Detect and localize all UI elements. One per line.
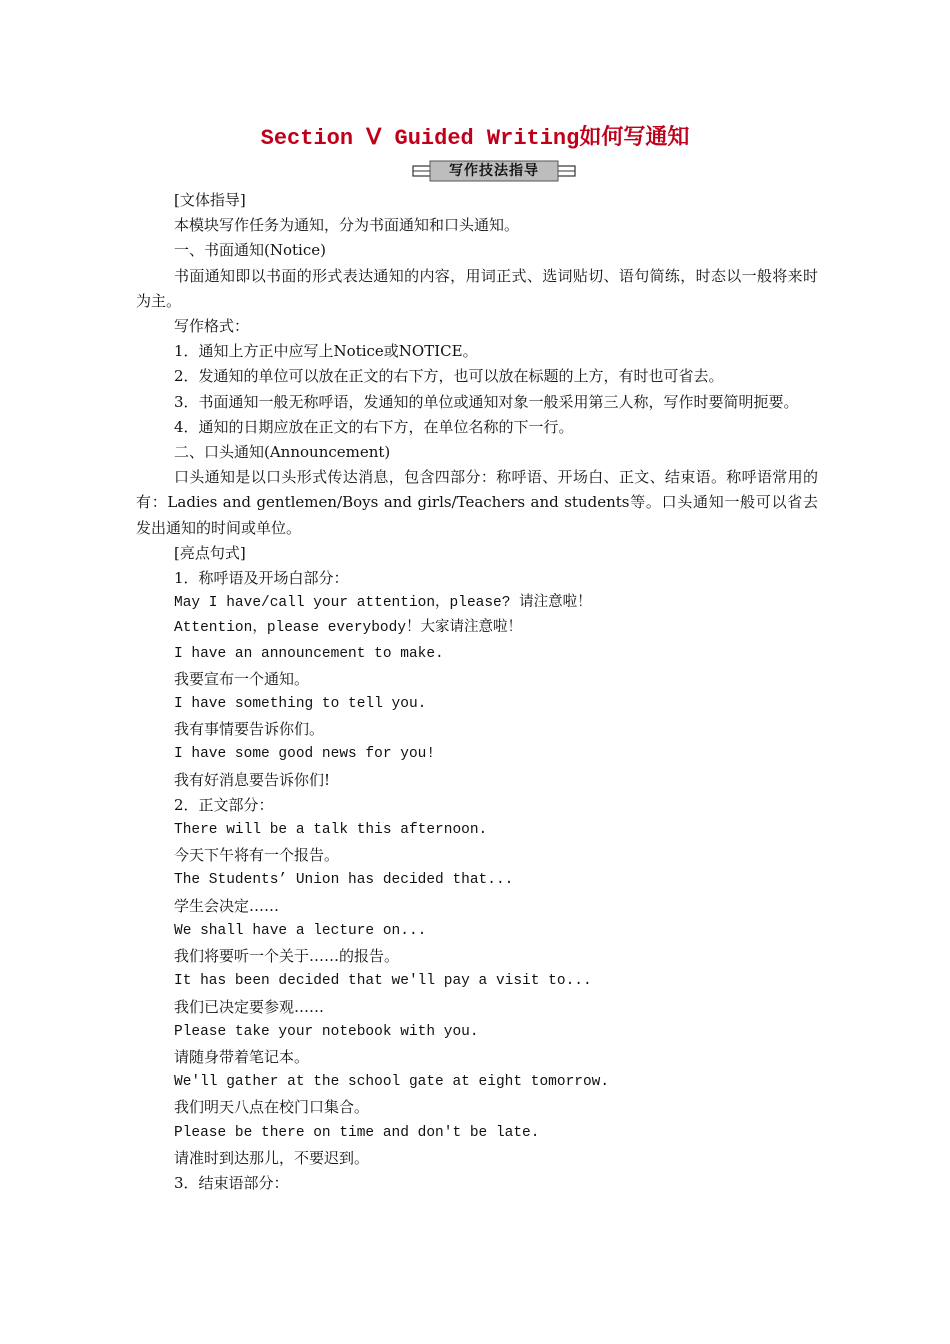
paragraph-line: 1．称呼语及开场白部分： — [174, 569, 349, 588]
paragraph-line: [文体指导] — [174, 191, 246, 209]
paragraph-line: 学生会决定…… — [174, 896, 280, 915]
paragraph-line: 2．正文部分： — [174, 795, 274, 814]
paragraph-line: 二、口头通知(Announcement) — [174, 443, 391, 462]
paragraph-line: 2．发通知的单位可以放在正文的右下方，也可以放在标题的上方，有时也可省去。 — [174, 367, 724, 386]
title-chinese: 如何写通知 — [579, 125, 690, 150]
paragraph-line: May I have/call your attention，please? 请注意啦！ — [174, 595, 592, 612]
paragraph-line: [亮点句式] — [174, 543, 246, 562]
paragraph-line: There will be a talk this afternoon. — [174, 822, 488, 839]
document-body — [136, 188, 818, 1196]
section-banner — [412, 160, 576, 182]
paragraph-line: The Students’ Union has decided that... — [174, 872, 514, 889]
paragraph-line: 1．通知上方正中应写上Notice或NOTICE。 — [174, 342, 478, 361]
paragraph-line: Attention，please everybody！大家请注意啦！ — [174, 620, 523, 637]
paragraph-line: 4．通知的日期应放在正文的右下方，在单位名称的下一行。 — [174, 417, 574, 436]
paragraph-line: 请随身带着笔记本。 — [174, 1047, 310, 1066]
paragraph-line: 写作格式： — [174, 317, 250, 336]
paragraph-line: 我要宣布一个通知。 — [174, 669, 310, 688]
paragraph-line: 书面通知即以书面的形式表达通知的内容，用词正式、选词贴切、语句简练，时态以一般将来时为主。 — [136, 266, 818, 310]
paragraph-line: 我们已决定要参观…… — [174, 997, 325, 1016]
paragraph-line: 今天下午将有一个报告。 — [174, 846, 340, 865]
paragraph-line: 本模块写作任务为通知，分为书面通知和口头通知。 — [174, 216, 520, 235]
paragraph-line: We shall have a lecture on... — [174, 922, 427, 939]
paragraph-line: We'll gather at the school gate at eight tomorrow. — [174, 1074, 610, 1091]
paragraph-line: Please take your notebook with you. — [174, 1023, 479, 1040]
paragraph-line: 请准时到达那儿，不要迟到。 — [174, 1148, 370, 1167]
paragraph-line: Please be there on time and don't be late. — [174, 1124, 540, 1141]
paragraph-line: I have something to tell you. — [174, 696, 427, 713]
page-title — [0, 120, 950, 151]
banner-label: 写作技法指导 — [449, 163, 539, 179]
paragraph-line: 口头通知是以口头形式传达消息，包含四部分：称呼语、开场白、正文、结束语。称呼语常用的有：Ladies and gentlemen/Boys and girls/Teachers and students等。口头通知一般可以省去发出通知的时间或单位。 — [136, 468, 818, 537]
paragraph-line: 我们明天八点在校门口集合。 — [174, 1098, 370, 1117]
paragraph-line: 我们将要听一个关于……的报告。 — [174, 947, 400, 966]
paragraph-line: I have an announcement to make. — [174, 645, 444, 662]
paragraph-line: 3．书面通知一般无称呼语，发通知的单位或通知对象一般采用第三人称，写作时要简明扼要。 — [174, 392, 799, 411]
paragraph-line: It has been decided that we'll pay a visit to... — [174, 973, 592, 990]
paragraph-line: I have some good news for you! — [174, 746, 436, 763]
paragraph-line: 我有事情要告诉你们。 — [174, 720, 325, 739]
paragraph-line: 一、书面通知(Notice) — [174, 241, 326, 260]
paragraph-line: 我有好消息要告诉你们! — [174, 770, 331, 789]
title-english: Section Ⅴ Guided Writing — [260, 126, 580, 151]
paragraph-line: 3．结束语部分： — [174, 1173, 289, 1192]
